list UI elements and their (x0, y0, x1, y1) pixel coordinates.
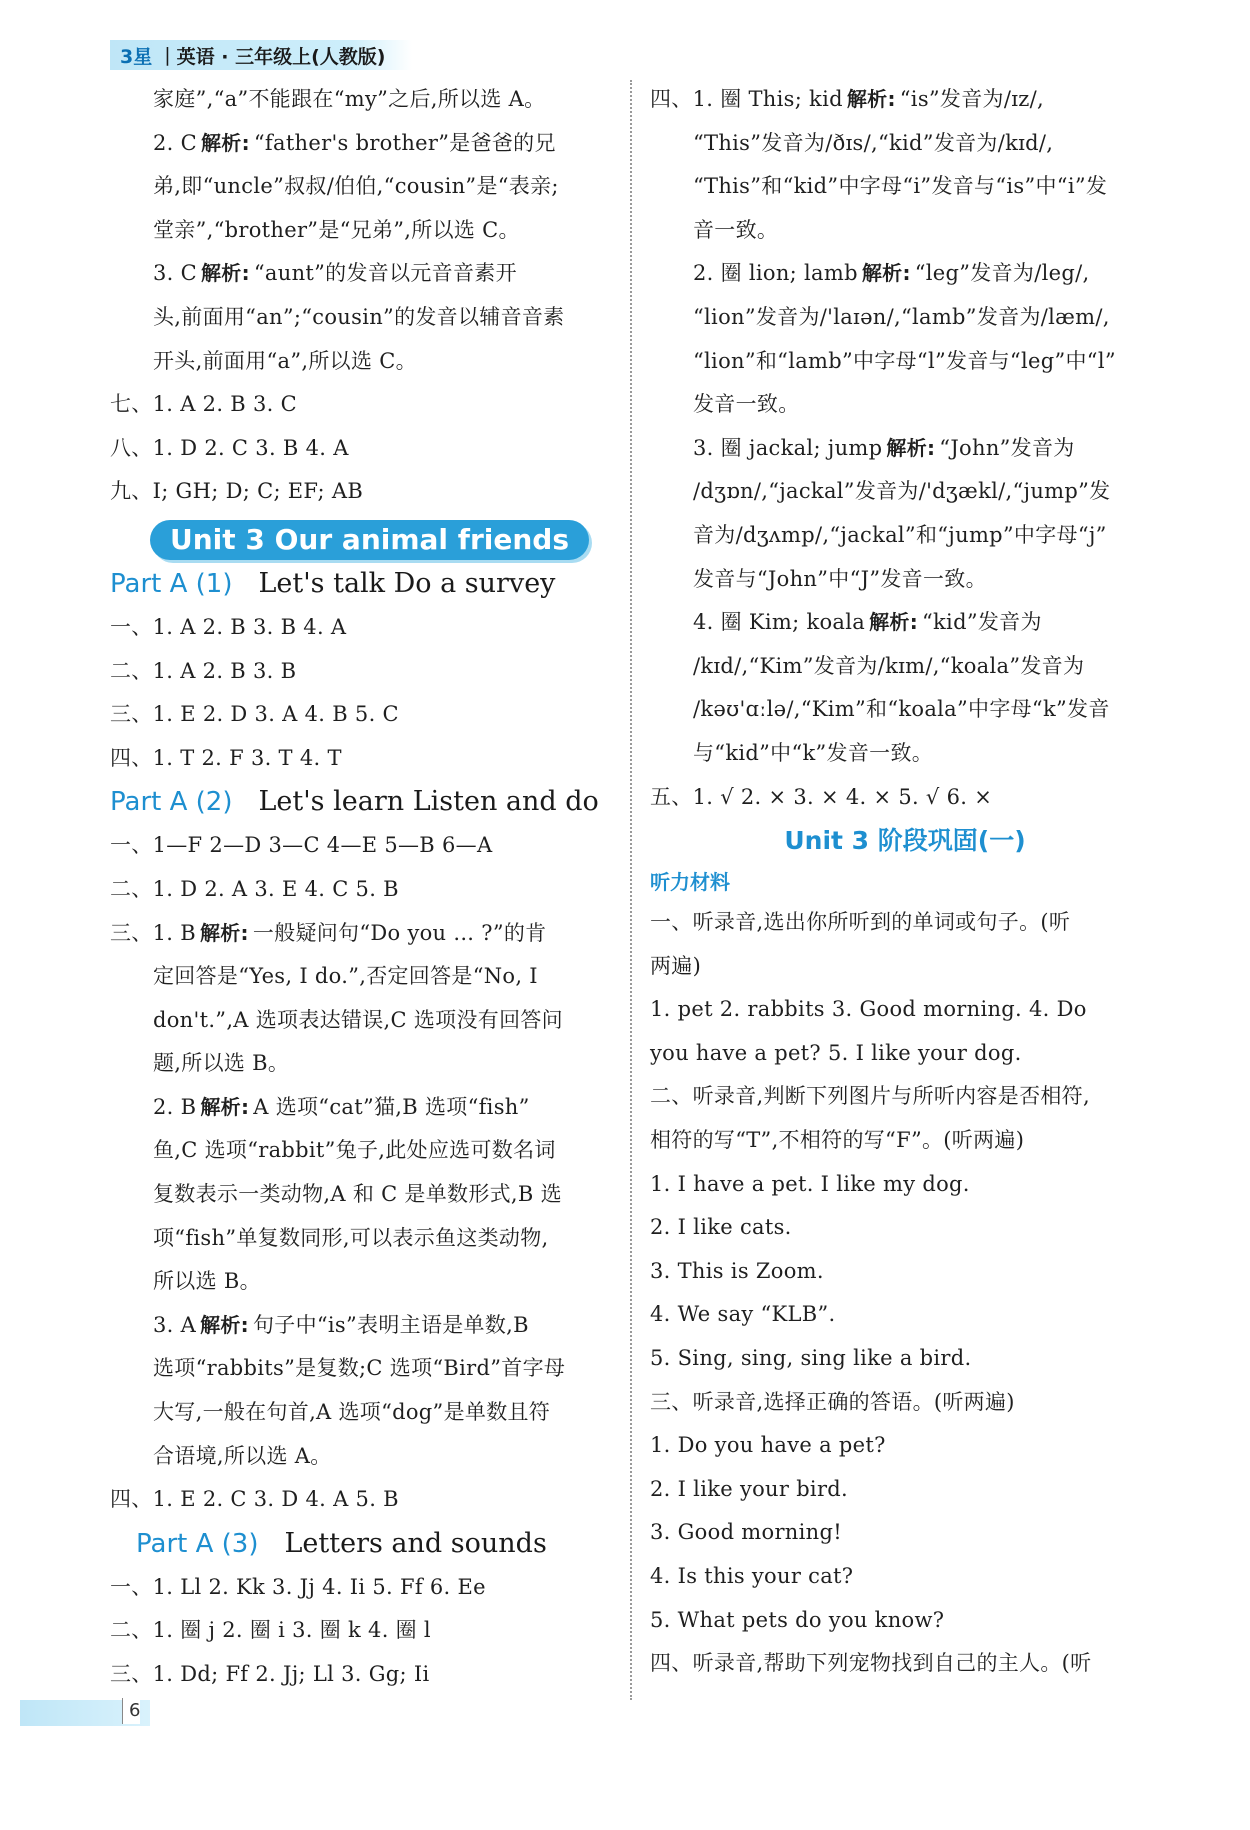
answer-line (650, 1555, 1160, 1599)
analysis-text: “leg”发音为/leg/, (914, 261, 1090, 286)
answer-text: 4. We say “KLB”. (650, 1302, 836, 1327)
unit-title-right: Unit 3 阶段巩固(一) (784, 826, 1026, 856)
answer-line (650, 1468, 1160, 1512)
answer-text: 3. C (153, 261, 197, 286)
answer-line (110, 737, 610, 781)
analysis-label: 解析: (200, 261, 250, 286)
answer-line (650, 1599, 1160, 1643)
answer-line (110, 122, 610, 166)
answer-line (110, 999, 610, 1043)
answer-text: 三、1. E 2. D 3. A 4. B 5. C (110, 702, 399, 727)
answer-line (650, 1163, 1160, 1207)
analysis-label: 解析: (861, 261, 911, 286)
answer-text: /kəʊ'ɑːlə/,“Kim”和“koala”中字母“k”发音 (693, 697, 1110, 722)
analysis-text: “is”发音为/ɪz/, (899, 87, 1044, 111)
brand-star: 3星 (120, 45, 153, 68)
answer-text: 四、1. E 2. C 3. D 4. A 5. B (110, 1487, 399, 1512)
answer-text: 大写,一般在句首,A 选项“dog”是单数且符 (153, 1400, 551, 1425)
answer-line (110, 78, 610, 122)
answer-line (110, 165, 610, 209)
answer-line (110, 340, 610, 384)
part-heading (110, 562, 610, 606)
answer-text: 3. This is Zoom. (650, 1258, 824, 1283)
answer-text: “lion”发音为/'laɪən/,“lamb”发音为/læm/, (693, 304, 1110, 329)
answer-line (650, 340, 1160, 384)
answer-text: /dʒɒn/,“jackal”发音为/'dʒækl/,“jump”发 (693, 479, 1111, 504)
answer-line (650, 1337, 1160, 1381)
answer-text: 七、1. A 2. B 3. C (110, 392, 297, 417)
answer-line (650, 209, 1160, 253)
analysis-text: “father's brother”是爸爸的兄 (253, 130, 556, 155)
answer-line (110, 1042, 610, 1086)
answer-line (650, 901, 1160, 945)
answer-line (110, 1129, 610, 1173)
answer-text: 一、听录音,选出你所听到的单词或句子。(听 (650, 910, 1071, 935)
header-subject: 英语 · 三年级上(人教版) (176, 45, 386, 68)
answer-line (110, 1435, 610, 1479)
answer-text: 开头,前面用“a”,所以选 C。 (153, 348, 417, 373)
answer-line (110, 296, 610, 340)
answer-text: 音为/dʒʌmp/,“jackal”和“jump”中字母“j” (693, 522, 1107, 547)
answer-line (110, 252, 610, 296)
answer-line (110, 1566, 610, 1610)
answer-text: 四、1. T 2. F 3. T 4. T (110, 745, 342, 770)
answer-text: 堂亲”,“brother”是“兄弟”,所以选 C。 (153, 217, 520, 242)
answer-text: 1. pet 2. rabbits 3. Good morning. 4. Do (650, 997, 1087, 1022)
answer-text: don't.”,A 选项表达错误,C 选项没有回答问 (153, 1007, 563, 1032)
answer-text: 定回答是“Yes, I do.”,否定回答是“No, I (153, 964, 538, 989)
answer-text: 所以选 B。 (153, 1269, 261, 1294)
answer-text: 三、1. Dd; Ff 2. Jj; Ll 3. Gg; Ii (110, 1662, 430, 1686)
analysis-text: A 选项“cat”猫,B 选项“fish” (253, 1094, 530, 1119)
answer-line (110, 1653, 610, 1697)
answer-line (110, 650, 610, 694)
part-answers (110, 824, 610, 1522)
answer-text: 家庭”,“a”不能跟在“my”之后,所以选 A。 (153, 87, 546, 111)
answer-text: 2. 圈 lion; lamb (693, 261, 858, 286)
answer-text: 二、1. 圈 j 2. 圈 i 3. 圈 k 4. 圈 l (110, 1618, 431, 1643)
answer-line (110, 606, 610, 650)
answer-text: 发音与“John”中“J”发音一致。 (693, 566, 987, 591)
answer-text: 两遍) (650, 953, 702, 978)
answer-line (650, 1250, 1160, 1294)
header-badge (110, 40, 412, 70)
part-label: Part A (2) (110, 787, 233, 818)
left-parts (110, 562, 610, 1697)
answer-line (650, 165, 1160, 209)
answer-line (110, 1347, 610, 1391)
answer-line (110, 383, 610, 427)
answer-line (650, 78, 1160, 122)
analysis-label: 解析: (200, 1312, 249, 1337)
part-heading (110, 1522, 610, 1566)
answer-text: 相符的写“T”,不相符的写“F”。(听两遍) (650, 1128, 1025, 1153)
answer-text: 2. I like cats. (650, 1215, 792, 1240)
answer-line (110, 1086, 610, 1130)
right-column (650, 78, 1160, 1686)
answer-text: 5. What pets do you know? (650, 1607, 945, 1632)
answer-text: “This”发音为/ðɪs/,“kid”发音为/kɪd/, (693, 130, 1054, 155)
answer-text: 二、听录音,判断下列图片与所听内容是否相符, (650, 1084, 1090, 1109)
answer-text: 弟,即“uncle”叔叔/伯伯,“cousin”是“表亲; (153, 174, 559, 199)
answer-line (650, 1032, 1160, 1076)
answer-text: 九、I; GH; D; C; EF; AB (110, 479, 364, 504)
analysis-text: 一般疑问句“Do you ... ?”的肯 (252, 920, 547, 945)
analysis-label: 解析: (846, 87, 896, 111)
part-label: Part A (3) (136, 1528, 259, 1559)
analysis-label: 解析: (200, 1094, 250, 1119)
answer-line (650, 1642, 1160, 1686)
answer-text: 三、1. B (110, 920, 196, 945)
answer-text: 鱼,C 选项“rabbit”兔子,此处应选可数名词 (153, 1138, 556, 1163)
answer-line (110, 1217, 610, 1261)
answer-line (110, 1609, 610, 1653)
answer-line (650, 945, 1160, 989)
listening-materials (650, 901, 1160, 1686)
answer-line (650, 296, 1160, 340)
answer-line (650, 558, 1160, 602)
left-answers-top (110, 78, 610, 514)
answer-line (650, 988, 1160, 1032)
analysis-label: 解析: (886, 435, 936, 460)
answer-line (110, 1304, 610, 1348)
answer-text: 4. 圈 Kim; koala (693, 610, 866, 635)
answer-line (110, 470, 610, 514)
answer-line (650, 383, 1160, 427)
part-title: Letters and sounds (284, 1527, 547, 1559)
answer-line (110, 1478, 610, 1522)
answer-text: 一、1—F 2—D 3—C 4—E 5—B 6—A (110, 833, 493, 858)
answer-line (110, 1391, 610, 1435)
answer-text: 四、听录音,帮助下列宠物找到自己的主人。(听 (650, 1651, 1092, 1676)
answer-text: 1. I have a pet. I like my dog. (650, 1171, 970, 1196)
answer-line (650, 1381, 1160, 1425)
answer-line (110, 824, 610, 868)
answer-line (650, 1293, 1160, 1337)
answer-line (110, 1260, 610, 1304)
analysis-label: 解析: (869, 610, 918, 635)
unit-banner: Unit 3 Our animal friends (150, 520, 589, 560)
answer-text: 五、1. √ 2. × 3. × 4. × 5. √ 6. × (650, 784, 993, 809)
analysis-text: “John”发音为 (939, 435, 1075, 460)
answer-text: 发音一致。 (693, 392, 800, 417)
answer-line (650, 1075, 1160, 1119)
part-answers (110, 1566, 610, 1697)
answer-text: 3. A (153, 1312, 197, 1337)
answer-text: 选项“rabbits”是复数;C 选项“Bird”首字母 (153, 1356, 566, 1381)
answer-text: 与“kid”中“k”发音一致。 (693, 740, 934, 765)
answer-text: you have a pet? 5. I like your dog. (650, 1040, 1022, 1065)
part-heading (110, 780, 610, 824)
listening-label: 听力材料 (650, 870, 730, 895)
answer-text: 八、1. D 2. C 3. B 4. A (110, 435, 349, 460)
answer-line (650, 732, 1160, 776)
analysis-text: “kid”发音为 (922, 610, 1042, 635)
answer-line (650, 514, 1160, 558)
part-answers (110, 606, 610, 780)
answer-line (650, 776, 1160, 820)
answer-text: 二、1. D 2. A 3. E 4. C 5. B (110, 876, 399, 901)
page-number: 6 (122, 1698, 140, 1724)
answer-text: /kɪd/,“Kim”发音为/kɪm/,“koala”发音为 (693, 653, 1085, 678)
answer-text: 音一致。 (693, 217, 779, 242)
answer-text: 复数表示一类动物,A 和 C 是单数形式,B 选 (153, 1182, 562, 1207)
answer-text: 合语境,所以选 A。 (153, 1443, 332, 1468)
analysis-text: 句子中“is”表明主语是单数,B (252, 1312, 529, 1337)
right-answers-top (650, 78, 1160, 819)
answer-text: 3. 圈 jackal; jump (693, 435, 883, 460)
answer-text: 二、1. A 2. B 3. B (110, 658, 297, 683)
answer-line (650, 1206, 1160, 1250)
answer-line (110, 868, 610, 912)
answer-text: 三、听录音,选择正确的答语。(听两遍) (650, 1389, 1015, 1414)
answer-text: 2. B (153, 1094, 197, 1119)
answer-text: 四、1. 圈 This; kid (650, 87, 843, 111)
answer-line (650, 122, 1160, 166)
analysis-label: 解析: (200, 130, 250, 155)
answer-text: 题,所以选 B。 (153, 1051, 290, 1076)
answer-line (110, 955, 610, 999)
answer-line (650, 601, 1160, 645)
answer-text: 一、1. A 2. B 3. B 4. A (110, 614, 347, 639)
answer-line (110, 427, 610, 471)
answer-line (650, 1424, 1160, 1468)
answer-text: “lion”和“lamb”中字母“l”发音与“leg”中“l” (693, 348, 1116, 373)
analysis-text: “aunt”的发音以元音音素开 (253, 261, 517, 286)
answer-text: 4. Is this your cat? (650, 1564, 854, 1588)
part-title: Let's learn Listen and do (258, 786, 599, 818)
answer-line (650, 427, 1160, 471)
part-label: Part A (1) (110, 568, 233, 599)
answer-text: “This”和“kid”中字母“i”发音与“is”中“i”发 (693, 174, 1108, 199)
answer-text: 项“fish”单复数同形,可以表示鱼这类动物, (153, 1225, 549, 1250)
part-title: Let's talk Do a survey (258, 567, 556, 599)
answer-text: 一、1. Ll 2. Kk 3. Jj 4. Ii 5. Ff 6. Ee (110, 1574, 486, 1599)
answer-text: 1. Do you have a pet? (650, 1433, 886, 1458)
header-separator: | (164, 44, 171, 66)
analysis-label: 解析: (199, 920, 249, 945)
answer-text: 2. I like your bird. (650, 1476, 849, 1501)
answer-line (110, 912, 610, 956)
answer-line (110, 209, 610, 253)
column-divider (630, 80, 632, 1700)
answer-line (110, 1173, 610, 1217)
answer-line (650, 688, 1160, 732)
answer-line (650, 645, 1160, 689)
answer-text: 头,前面用“an”;“cousin”的发音以辅音音素 (153, 304, 565, 329)
answer-line (650, 1119, 1160, 1163)
answer-line (650, 252, 1160, 296)
answer-text: 5. Sing, sing, sing like a bird. (650, 1346, 972, 1371)
answer-line (110, 693, 610, 737)
left-column (110, 78, 610, 1697)
answer-line (650, 470, 1160, 514)
answer-line (650, 1511, 1160, 1555)
answer-text: 2. C (153, 130, 197, 155)
answer-text: 3. Good morning! (650, 1520, 842, 1545)
